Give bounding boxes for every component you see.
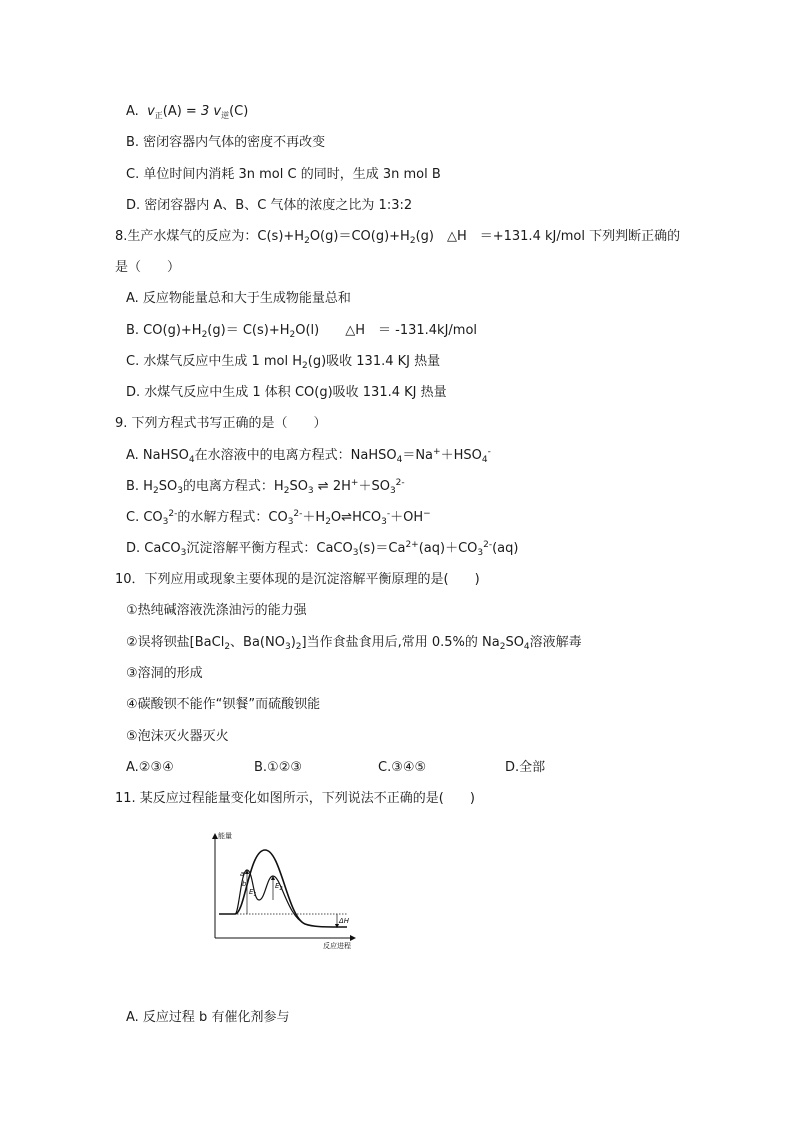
- q9-option-a: A. NaHSO$_4$在水溶液中的电离方程式：$NaHSO_4=Na^++HSO_4^-$: [126, 447, 491, 465]
- q8-option-d: D. 水煤气反应中生成 1 体积 CO(g)吸收 131.4 KJ 热量: [126, 385, 447, 400]
- q8-stem-cont: 是（ ）: [115, 260, 181, 275]
- q11-option-a: A. 反应过程 b 有催化剂参与: [126, 1010, 290, 1025]
- q10-item-4: ④碳酸钡不能作“钡餐”而硫酸钡能: [126, 697, 321, 712]
- q7-option-d: D. 密闭容器内 A、B、C 气体的浓度之比为 1:3:2: [126, 198, 413, 213]
- q9-option-b: B. $H_2SO_3$的电离方程式：$H_2SO_3$ ⇌ $2H^++SO_3^{2-}$: [126, 478, 405, 496]
- q9-stem: 9. 下列方程式书写正确的是（ ）: [115, 416, 327, 431]
- q7-v-forward: v: [147, 104, 155, 119]
- label-a: a: [240, 870, 245, 878]
- q10-item-5: ⑤泡沫灭火器灭火: [126, 729, 229, 744]
- label-e1: $E_1$: [249, 888, 257, 898]
- energy-diagram: [205, 830, 365, 952]
- q7-option-b: B. 密闭容器内气体的密度不再改变: [126, 135, 326, 150]
- q9-option-c: C. $CO_3^{2-}$的水解方程式：$CO_3^{2-}+H_2O\rightleftharpoons HCO_3^-+OH^-$: [126, 509, 431, 527]
- q10-choice-b: B.①②③: [254, 760, 303, 775]
- y-axis-label: 能量: [218, 832, 232, 840]
- q10-choice-d: D.全部: [505, 760, 546, 775]
- q10-item-2: ②误将钡盐[BaCl$_2$、$Ba(NO_3)_2$]当作食盐食用后,常用 0.5%的 $Na_2SO_4$溶液解毒: [126, 635, 582, 652]
- q8-option-a: A. 反应物能量总和大于生成物能量总和: [126, 291, 351, 306]
- q8-option-c: C. 水煤气反应中生成 1 mol $H_2(g)$吸收 131.4 KJ 热量: [126, 354, 441, 371]
- q9-option-d: D. CaCO$_3$沉淀溶解平衡方程式：$CaCO_3(s)=Ca^{2+}(aq)+CO_3^{2-}(aq)$: [126, 540, 519, 558]
- curve-b: [235, 870, 305, 924]
- q7-option-a: A. $v_正(A) = 3$ $v_逆(C)$: [126, 104, 249, 120]
- energy-diagram-svg: [205, 830, 365, 952]
- reversible-arrow-icon: ⇌: [341, 510, 353, 525]
- q7-v-reverse: v: [213, 104, 222, 119]
- q7-option-c: C. 单位时间内消耗 3n mol C 的同时，生成 3n mol B: [126, 167, 441, 182]
- label-dh: ΔH: [339, 917, 350, 925]
- x-axis-label: 反应进程: [323, 942, 351, 950]
- label-b: b: [242, 880, 247, 888]
- q10-choice-a: A.②③④: [126, 760, 174, 775]
- q8-option-b: B. $CO(g)+H_2(g)= C(s)+H_2O(l)$ △H ＝ -131.4kJ/mol: [126, 323, 478, 340]
- q10-stem: 10．下列应用或现象主要体现的是沉淀溶解平衡原理的是( ): [115, 572, 480, 587]
- q10-item-3: ③溶洞的形成: [126, 666, 203, 681]
- reversible-arrow-icon: ⇌: [317, 479, 329, 494]
- curve-a: [219, 850, 347, 927]
- q8-stem: 8.生产水煤气的反应为：$C(s)+H_2O(g)=CO(g)+H_2(g)$ △H ＝+131.4 kJ/mol 下列判断正确的: [115, 229, 681, 246]
- q11-stem: 11. 某反应过程能量变化如图所示，下列说法不正确的是( ): [115, 791, 475, 806]
- q10-item-1: ①热纯碱溶液洗涤油污的能力强: [126, 603, 307, 618]
- q10-choice-c: C.③④⑤: [378, 760, 427, 775]
- label-e2: $E_2$: [275, 882, 283, 892]
